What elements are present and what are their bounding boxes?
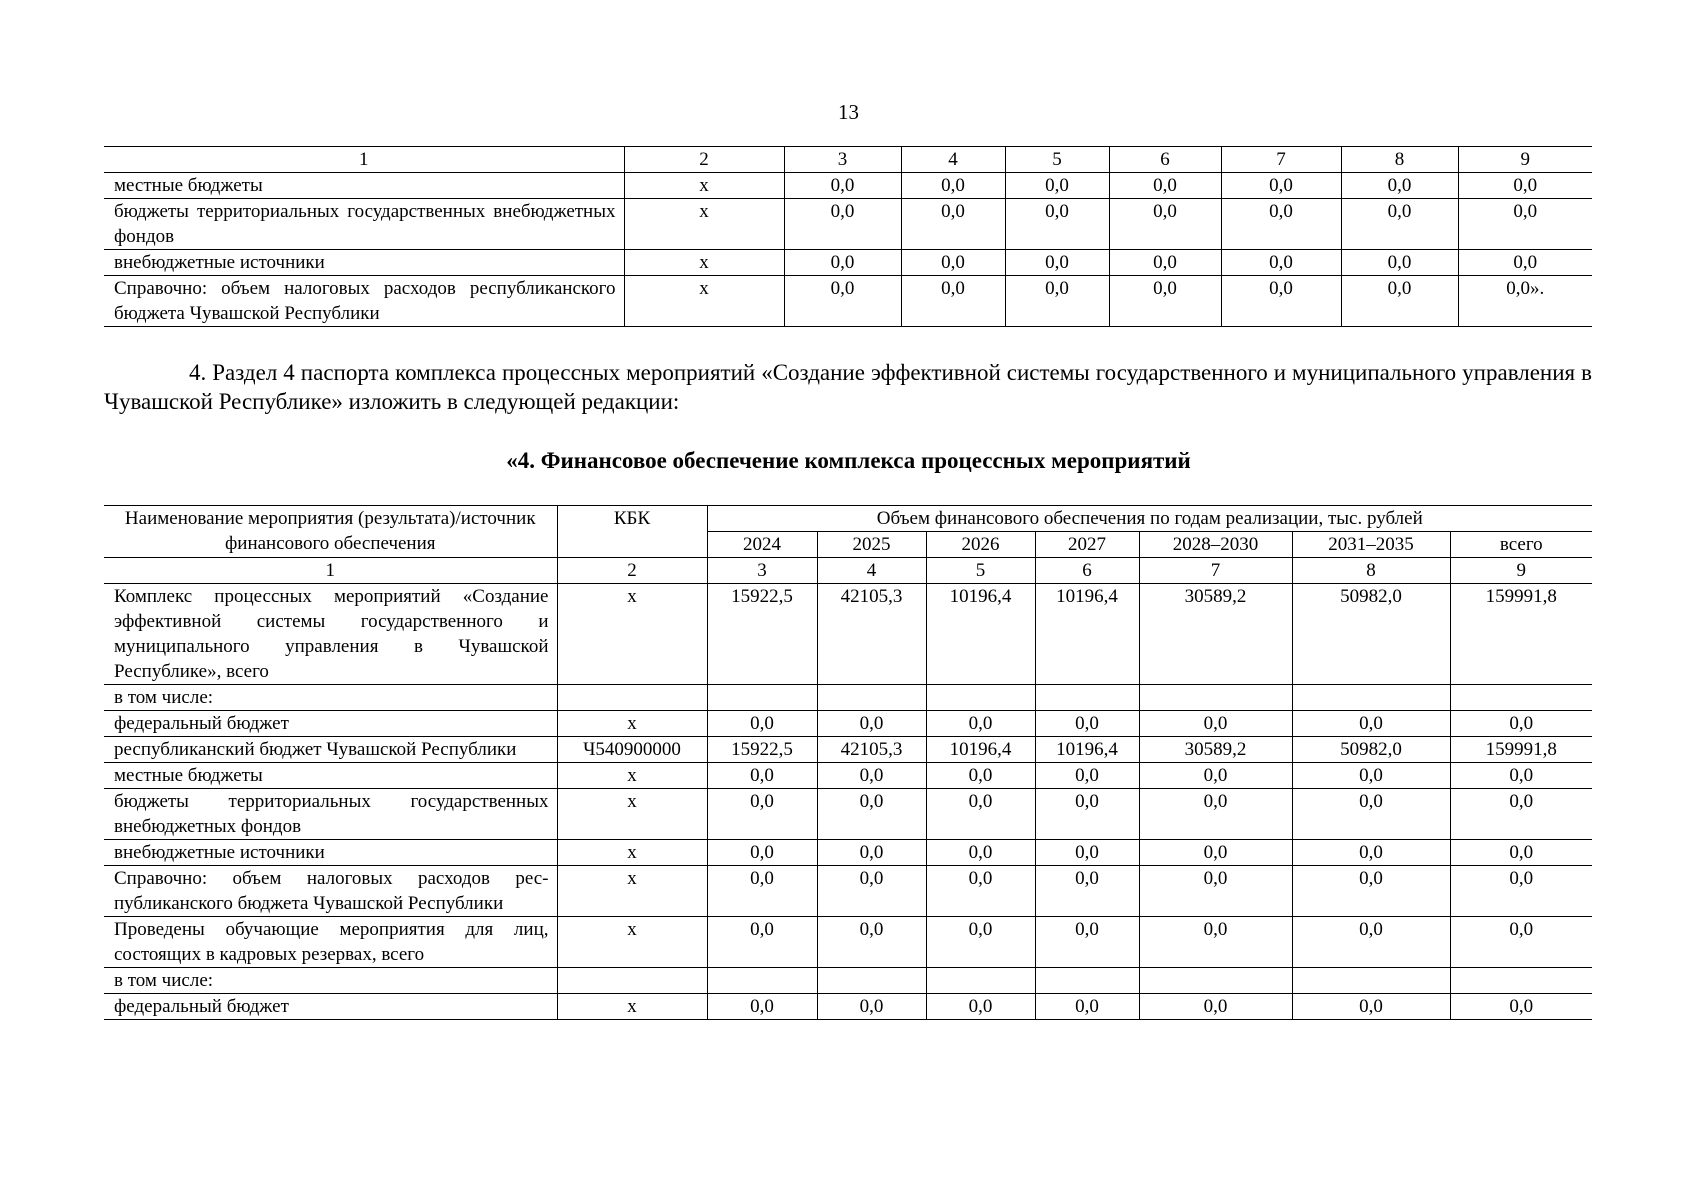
value-cell: 0,0 (1292, 866, 1450, 917)
value-cell: 0,0 (817, 840, 926, 866)
value-cell: 0,0 (784, 199, 901, 250)
table-row (104, 173, 1592, 199)
header-number: 1 (104, 558, 557, 584)
value-cell: 30589,2 (1139, 584, 1292, 685)
value-cell: 0,0 (1450, 866, 1592, 917)
value-cell (1450, 968, 1592, 994)
value-cell: 0,0 (1035, 789, 1139, 840)
value-cell: 0,0 (1035, 994, 1139, 1020)
header-year: 2025 (817, 532, 926, 558)
table-row (104, 250, 1592, 276)
value-cell: 0,0 (707, 763, 817, 789)
header-number: 5 (926, 558, 1035, 584)
row-name: в том числе: (104, 685, 557, 711)
value-cell (1139, 968, 1292, 994)
value-cell: 0,0 (1139, 840, 1292, 866)
value-cell: 0,0 (1450, 711, 1592, 737)
value-cell: 0,0 (926, 763, 1035, 789)
header-year: 2026 (926, 532, 1035, 558)
header-cell: 7 (1221, 147, 1341, 173)
row-kbk: х (557, 763, 707, 789)
value-cell: 0,0 (1341, 250, 1458, 276)
row-name: Комплекс процессных мероприятий «Создание эффективной системы государственного и муниципального управления в Чувашской Республике», всего (104, 584, 557, 685)
value-cell: 0,0 (707, 866, 817, 917)
header-number: 4 (817, 558, 926, 584)
value-cell: 0,0 (1139, 763, 1292, 789)
row-kbk: Ч540900000 (557, 737, 707, 763)
header-cell: 6 (1109, 147, 1221, 173)
table-row (104, 685, 1592, 711)
value-cell: 0,0 (1450, 994, 1592, 1020)
header-kbk-column: КБК (557, 506, 707, 558)
value-cell (1292, 685, 1450, 711)
value-cell (1139, 685, 1292, 711)
table-row (104, 968, 1592, 994)
value-cell: 0,0 (1221, 276, 1341, 327)
header-cell: 4 (901, 147, 1005, 173)
value-cell: 0,0 (707, 994, 817, 1020)
value-cell: 0,0 (1109, 250, 1221, 276)
value-cell: 0,0». (1458, 276, 1592, 327)
value-cell: 0,0 (1005, 173, 1109, 199)
value-cell: 0,0 (1221, 199, 1341, 250)
value-cell: 0,0 (1035, 711, 1139, 737)
header-year: 2027 (1035, 532, 1139, 558)
table-row (104, 789, 1592, 840)
value-cell: 0,0 (1035, 840, 1139, 866)
value-cell: 10196,4 (926, 737, 1035, 763)
value-cell: 0,0 (1139, 711, 1292, 737)
row-kbk: х (557, 789, 707, 840)
value-cell: 0,0 (707, 840, 817, 866)
row-kbk (557, 968, 707, 994)
row-kbk: х (624, 250, 784, 276)
header-year: 2024 (707, 532, 817, 558)
row-name: республиканский бюджет Чувашской Республики (104, 737, 557, 763)
value-cell: 0,0 (1035, 917, 1139, 968)
value-cell: 0,0 (901, 250, 1005, 276)
value-cell: 0,0 (926, 840, 1035, 866)
header-cell: 9 (1458, 147, 1592, 173)
value-cell: 0,0 (817, 917, 926, 968)
header-number: 9 (1450, 558, 1592, 584)
value-cell (707, 685, 817, 711)
value-cell: 0,0 (1450, 789, 1592, 840)
header-cell: 5 (1005, 147, 1109, 173)
value-cell: 0,0 (926, 711, 1035, 737)
top-table (104, 146, 1592, 327)
value-cell: 0,0 (784, 173, 901, 199)
header-cell: 8 (1341, 147, 1458, 173)
row-name: Проведены обучающие мероприятия для лиц, состоящих в кадровых резервах, всего (104, 917, 557, 968)
value-cell: 15922,5 (707, 584, 817, 685)
value-cell: 42105,3 (817, 584, 926, 685)
value-cell: 0,0 (817, 866, 926, 917)
value-cell: 0,0 (1292, 840, 1450, 866)
value-cell: 0,0 (707, 789, 817, 840)
value-cell (1292, 968, 1450, 994)
table-row (104, 994, 1592, 1020)
value-cell: 0,0 (1139, 866, 1292, 917)
table-row (104, 711, 1592, 737)
value-cell: 0,0 (707, 711, 817, 737)
table-row (104, 917, 1592, 968)
value-cell: 0,0 (1450, 763, 1592, 789)
value-cell: 0,0 (901, 173, 1005, 199)
header-year: 2028–2030 (1139, 532, 1292, 558)
value-cell: 159991,8 (1450, 737, 1592, 763)
value-cell (1035, 968, 1139, 994)
value-cell: 0,0 (1341, 199, 1458, 250)
value-cell: 0,0 (1221, 173, 1341, 199)
header-cell: 3 (784, 147, 901, 173)
value-cell: 0,0 (1109, 276, 1221, 327)
value-cell: 0,0 (926, 994, 1035, 1020)
value-cell (926, 968, 1035, 994)
table-row (104, 737, 1592, 763)
header-cell: 2 (624, 147, 784, 173)
row-kbk: х (624, 276, 784, 327)
value-cell: 0,0 (1109, 173, 1221, 199)
header-year: всего (1450, 532, 1592, 558)
row-kbk: х (557, 840, 707, 866)
value-cell: 0,0 (1292, 917, 1450, 968)
header-row-1 (104, 506, 1592, 532)
header-number: 2 (557, 558, 707, 584)
row-name: внебюджетные источники (104, 250, 624, 276)
top-table-header-row (104, 147, 1592, 173)
row-kbk: х (557, 584, 707, 685)
row-kbk: х (624, 199, 784, 250)
value-cell: 0,0 (817, 763, 926, 789)
table-row (104, 199, 1592, 250)
table-row (104, 763, 1592, 789)
value-cell: 50982,0 (1292, 737, 1450, 763)
page-number: 13 (838, 100, 859, 124)
value-cell: 0,0 (901, 199, 1005, 250)
row-name: Справочно: объем налоговых расходов республиканского бюджета Чувашской Республики (104, 276, 624, 327)
row-kbk: х (557, 866, 707, 917)
value-cell: 0,0 (1035, 763, 1139, 789)
value-cell: 42105,3 (817, 737, 926, 763)
value-cell: 0,0 (1139, 994, 1292, 1020)
row-name: местные бюджеты (104, 173, 624, 199)
row-name: федеральный бюджет (104, 994, 557, 1020)
value-cell: 0,0 (1450, 917, 1592, 968)
value-cell: 10196,4 (1035, 584, 1139, 685)
header-row-numbers (104, 558, 1592, 584)
value-cell (817, 685, 926, 711)
value-cell: 0,0 (1458, 173, 1592, 199)
value-cell: 0,0 (1292, 711, 1450, 737)
value-cell: 0,0 (1292, 994, 1450, 1020)
value-cell: 0,0 (707, 917, 817, 968)
row-name: в том числе: (104, 968, 557, 994)
row-name: бюджеты территориальных государственных внебюджетных фондов (104, 789, 557, 840)
value-cell (926, 685, 1035, 711)
value-cell: 0,0 (926, 866, 1035, 917)
value-cell: 0,0 (1005, 276, 1109, 327)
value-cell: 0,0 (1458, 199, 1592, 250)
row-name: внебюджетные источники (104, 840, 557, 866)
header-cell: 1 (104, 147, 624, 173)
financial-table (104, 505, 1592, 1020)
table-row (104, 840, 1592, 866)
value-cell: 0,0 (1005, 250, 1109, 276)
value-cell: 0,0 (1035, 866, 1139, 917)
value-cell (1450, 685, 1592, 711)
header-number: 6 (1035, 558, 1139, 584)
value-cell: 0,0 (1005, 199, 1109, 250)
value-cell: 0,0 (817, 711, 926, 737)
value-cell: 0,0 (901, 276, 1005, 327)
value-cell: 0,0 (1139, 789, 1292, 840)
value-cell: 0,0 (784, 250, 901, 276)
table-row (104, 584, 1592, 685)
header-number: 7 (1139, 558, 1292, 584)
value-cell: 0,0 (784, 276, 901, 327)
value-cell (1035, 685, 1139, 711)
row-name: федеральный бюджет (104, 711, 557, 737)
row-kbk: х (624, 173, 784, 199)
header-year: 2031–2035 (1292, 532, 1450, 558)
value-cell: 0,0 (1341, 276, 1458, 327)
row-kbk: х (557, 711, 707, 737)
header-number: 3 (707, 558, 817, 584)
value-cell: 159991,8 (1450, 584, 1592, 685)
section-title: «4. Финансовое обеспечение комплекса процессных мероприятий (506, 448, 1191, 473)
row-name: местные бюджеты (104, 763, 557, 789)
header-number: 8 (1292, 558, 1450, 584)
row-name: бюджеты территориальных государственных внебюджетных фондов (104, 199, 624, 250)
value-cell: 30589,2 (1139, 737, 1292, 763)
row-name: Справочно: объем налоговых расходов республиканского бюджета Чувашской Республики (104, 866, 557, 917)
table-row (104, 276, 1592, 327)
value-cell: 0,0 (1341, 173, 1458, 199)
value-cell (817, 968, 926, 994)
value-cell: 0,0 (1221, 250, 1341, 276)
value-cell: 0,0 (1458, 250, 1592, 276)
value-cell: 0,0 (1139, 917, 1292, 968)
value-cell: 0,0 (1292, 789, 1450, 840)
value-cell: 10196,4 (1035, 737, 1139, 763)
value-cell: 0,0 (1109, 199, 1221, 250)
value-cell: 0,0 (926, 917, 1035, 968)
value-cell: 10196,4 (926, 584, 1035, 685)
value-cell: 15922,5 (707, 737, 817, 763)
value-cell: 0,0 (1450, 840, 1592, 866)
value-cell: 0,0 (817, 994, 926, 1020)
header-volume: Объем финансового обеспечения по годам реализации, тыс. рублей (707, 506, 1592, 532)
value-cell: 0,0 (926, 789, 1035, 840)
row-kbk: х (557, 994, 707, 1020)
value-cell: 50982,0 (1292, 584, 1450, 685)
table-row (104, 866, 1592, 917)
header-name-column: Наименование мероприятия (результата)/источник финансового обеспечения (104, 506, 557, 558)
value-cell: 0,0 (817, 789, 926, 840)
row-kbk (557, 685, 707, 711)
body-paragraph: 4. Раздел 4 паспорта комплекса процессных мероприятий «Создание эффективной системы государственного и муниципального управления в Чувашской Республике» изложить в следующей редакции: (104, 360, 1592, 414)
value-cell (707, 968, 817, 994)
row-kbk: х (557, 917, 707, 968)
value-cell: 0,0 (1292, 763, 1450, 789)
